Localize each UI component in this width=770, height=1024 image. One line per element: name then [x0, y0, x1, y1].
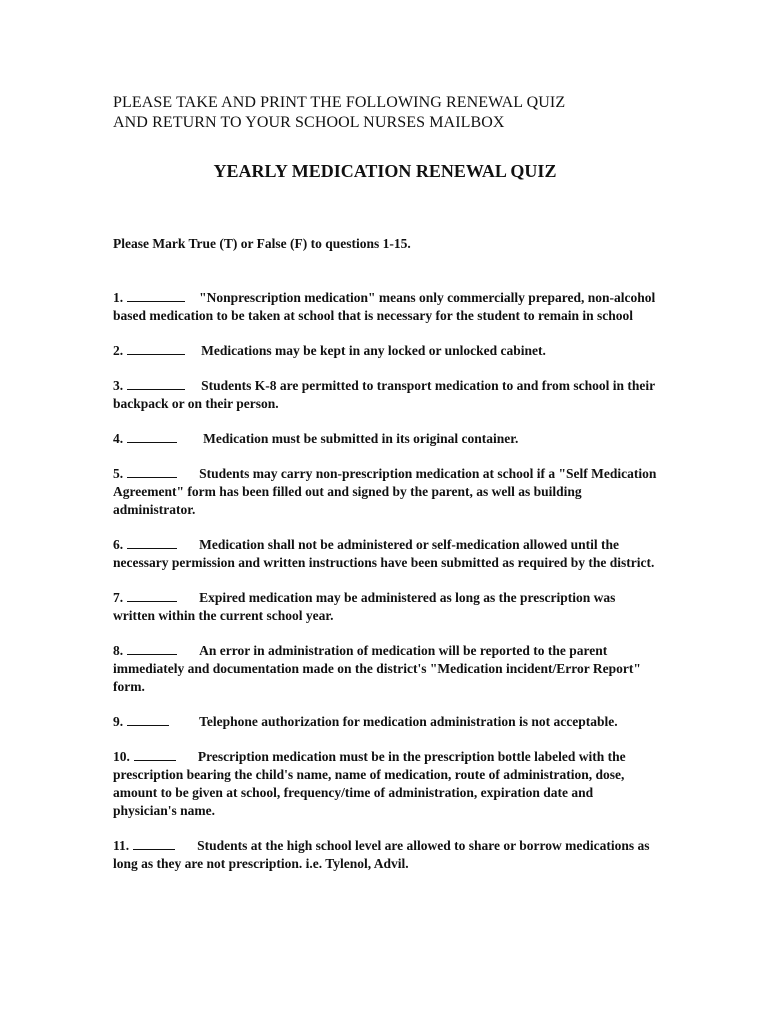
- question-6: [113, 536, 658, 572]
- question-number: 9.: [113, 714, 124, 729]
- quiz-instructions: Please Mark True (T) or False (F) to questions 1-15.: [113, 236, 411, 251]
- question-text: Prescription medication must be in the prescription bottle labeled with the prescription bearing the child's name, name of medication, route of administration, dose, amount to be given at school, frequency/time of administration, expiration date and physician's name.: [113, 749, 626, 818]
- question-4: [113, 430, 658, 448]
- question-number: 5.: [113, 466, 124, 481]
- question-8: [113, 642, 658, 696]
- question-number: 7.: [113, 590, 124, 605]
- question-3: [113, 377, 658, 413]
- question-5: [113, 465, 658, 519]
- question-number: 4.: [113, 431, 124, 446]
- question-number: 10.: [113, 749, 130, 764]
- answer-blank-11[interactable]: [133, 837, 175, 850]
- question-9: [113, 713, 658, 731]
- question-number: 2.: [113, 343, 124, 358]
- question-text: Medications may be kept in any locked or unlocked cabinet.: [201, 343, 546, 358]
- header-instructions: [113, 93, 713, 133]
- header-line-2: AND RETURN TO YOUR SCHOOL NURSES MAILBOX: [113, 114, 505, 131]
- question-number: 8.: [113, 643, 124, 658]
- answer-blank-2[interactable]: [127, 342, 185, 355]
- question-7: [113, 589, 658, 625]
- answer-blank-9[interactable]: [127, 713, 169, 726]
- question-number: 6.: [113, 537, 124, 552]
- answer-blank-7[interactable]: [127, 589, 177, 602]
- question-1: [113, 289, 658, 325]
- question-text: Students at the high school level are allowed to share or borrow medications as long as they are not prescription. i.e. Tylenol, Advil.: [113, 838, 650, 871]
- header-line-1: PLEASE TAKE AND PRINT THE FOLLOWING RENEWAL QUIZ: [113, 94, 566, 111]
- answer-blank-1[interactable]: [127, 289, 185, 302]
- answer-blank-5[interactable]: [127, 465, 177, 478]
- question-2: [113, 342, 658, 360]
- answer-blank-10[interactable]: [134, 748, 176, 761]
- question-text: Telephone authorization for medication administration is not acceptable.: [199, 714, 618, 729]
- question-number: 11.: [113, 838, 130, 853]
- question-text: Medication must be submitted in its original container.: [203, 431, 519, 446]
- answer-blank-4[interactable]: [127, 430, 177, 443]
- question-text: "Nonprescription medication" means only commercially prepared, non-alcohol based medication to be taken at school that is necessary for the student to remain in school: [113, 290, 656, 323]
- answer-blank-3[interactable]: [127, 377, 185, 390]
- question-text: Medication shall not be administered or self-medication allowed until the necessary permission and written instructions have been submitted as required by the district.: [113, 537, 655, 570]
- question-10: [113, 748, 658, 820]
- answer-blank-6[interactable]: [127, 536, 177, 549]
- question-text: Students K-8 are permitted to transport medication to and from school in their backpack or on their person.: [113, 378, 655, 411]
- question-text: Students may carry non-prescription medication at school if a "Self Medication Agreement" form has been filled out and signed by the parent, as well as building administrator.: [113, 466, 657, 517]
- question-number: 3.: [113, 378, 124, 393]
- page-title: YEARLY MEDICATION RENEWAL QUIZ: [213, 161, 557, 181]
- question-text: An error in administration of medication will be reported to the parent immediately and documentation made on the district's "Medication incident/Error Report" form.: [113, 643, 641, 694]
- answer-blank-8[interactable]: [127, 642, 177, 655]
- question-number: 1.: [113, 290, 124, 305]
- question-11: [113, 837, 658, 873]
- question-list: [113, 289, 658, 890]
- question-text: Expired medication may be administered as long as the prescription was written within the current school year.: [113, 590, 616, 623]
